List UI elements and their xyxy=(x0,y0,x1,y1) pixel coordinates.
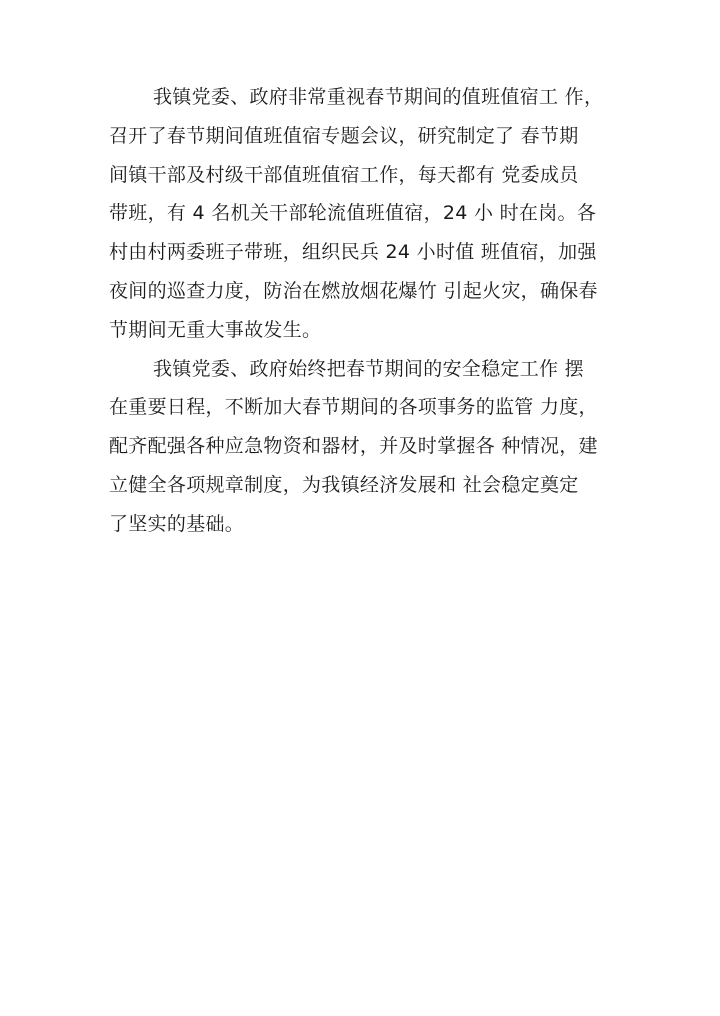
paragraph-line: 召开了春节期间值班值宿专题会议，研究制定了 春节期 xyxy=(109,124,579,147)
paragraph-line: 配齐配强各种应急物资和器材，并及时掌握各 种情况，建 xyxy=(109,435,598,458)
document-body xyxy=(109,78,629,544)
paragraph-line: 了坚实的基础。 xyxy=(109,512,245,535)
paragraph-line: 带班，有 4 名机关干部轮流值班值宿，24 小 时在岗。各 xyxy=(109,202,597,225)
paragraph-1 xyxy=(109,78,629,350)
paragraph-line: 节期间无重大事故发生。 xyxy=(109,318,322,341)
paragraph-line: 我镇党委、政府始终把春节期间的安全稳定工作 摆 xyxy=(153,357,584,380)
paragraph-line: 村由村两委班子带班，组织民兵 24 小时值 班值宿，加强 xyxy=(109,241,597,264)
paragraph-2 xyxy=(109,350,629,544)
paragraph-line: 我镇党委、政府非常重视春节期间的值班值宿工 作， xyxy=(153,86,604,108)
paragraph-line: 在重要日程，不断加大春节期间的各项事务的监管 力度， xyxy=(109,396,598,419)
paragraph-line: 夜间的巡查力度，防治在燃放烟花爆竹 引起火灾，确保春 xyxy=(109,279,598,302)
paragraph-line: 立健全各项规章制度，为我镇经济发展和 社会稳定奠定 xyxy=(109,473,579,496)
paragraph-line: 间镇干部及村级干部值班值宿工作，每天都有 党委成员 xyxy=(109,163,579,186)
